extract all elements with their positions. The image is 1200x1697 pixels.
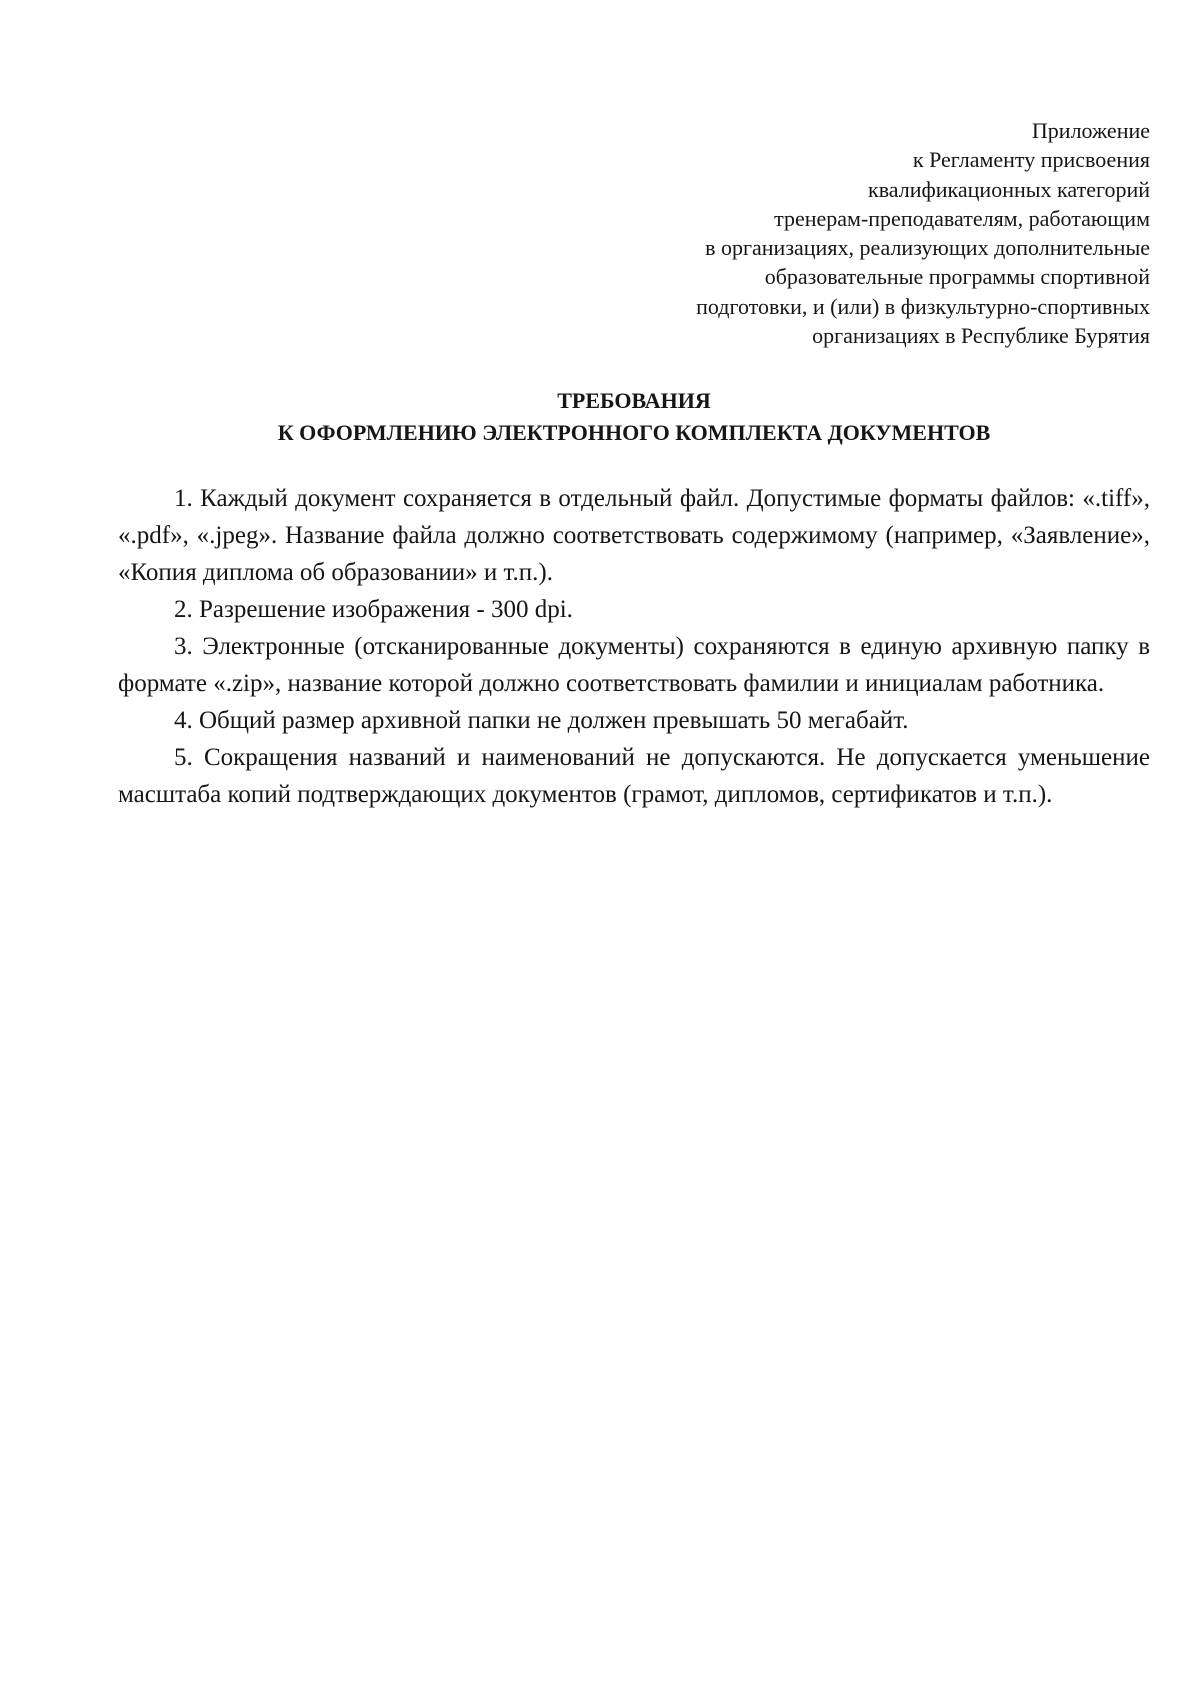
appendix-header <box>530 116 1150 350</box>
appendix-line: Приложение <box>1031 118 1150 143</box>
appendix-line: тренерам-преподавателям, работающим <box>774 205 1150 231</box>
appendix-line: образовательные программы спортивной <box>764 264 1150 290</box>
appendix-line: в организациях, реализующих дополнительные <box>705 235 1150 261</box>
requirement-item-3: 3. Электронные (отсканированные документы) сохраняются в единую архивную папку в формате «.zip», название которой должно соответствовать фамилии и инициалам работника. <box>118 633 1150 697</box>
requirement-item-4: 4. Общий размер архивной папки не должен превышать 50 мегабайт. <box>174 707 909 734</box>
appendix-line: подготовки, и (или) в физкультурно-спортивных <box>696 293 1150 319</box>
title-line-2: К ОФОРМЛЕНИЮ ЭЛЕКТРОННОГО КОМПЛЕКТА ДОКУМЕНТОВ <box>277 420 991 445</box>
appendix-line: квалификационных категорий <box>868 176 1150 202</box>
appendix-line: организациях в Республике Бурятия <box>812 323 1150 349</box>
document-title <box>118 385 1150 449</box>
requirement-item-5: 5. Сокращения названий и наименований не допускаются. Не допускается уменьшение масштаба копий подтверждающих документов (грамот, дипломов, сертификатов и т.п.). <box>118 744 1150 808</box>
appendix-line: к Регламенту присвоения <box>912 147 1150 173</box>
title-line-1: ТРЕБОВАНИЯ <box>557 388 711 413</box>
requirement-item-2: 2. Разрешение изображения - 300 dpi. <box>174 596 573 623</box>
requirements-list <box>118 480 1150 813</box>
requirement-item-1: 1. Каждый документ сохраняется в отдельный файл. Допустимые форматы файлов: «.tiff», «.pdf», «.jpeg». Название файла должно соответствовать содержимому (например, «Заявление», «Копия диплома об образовании» и т.п.). <box>118 485 1150 586</box>
